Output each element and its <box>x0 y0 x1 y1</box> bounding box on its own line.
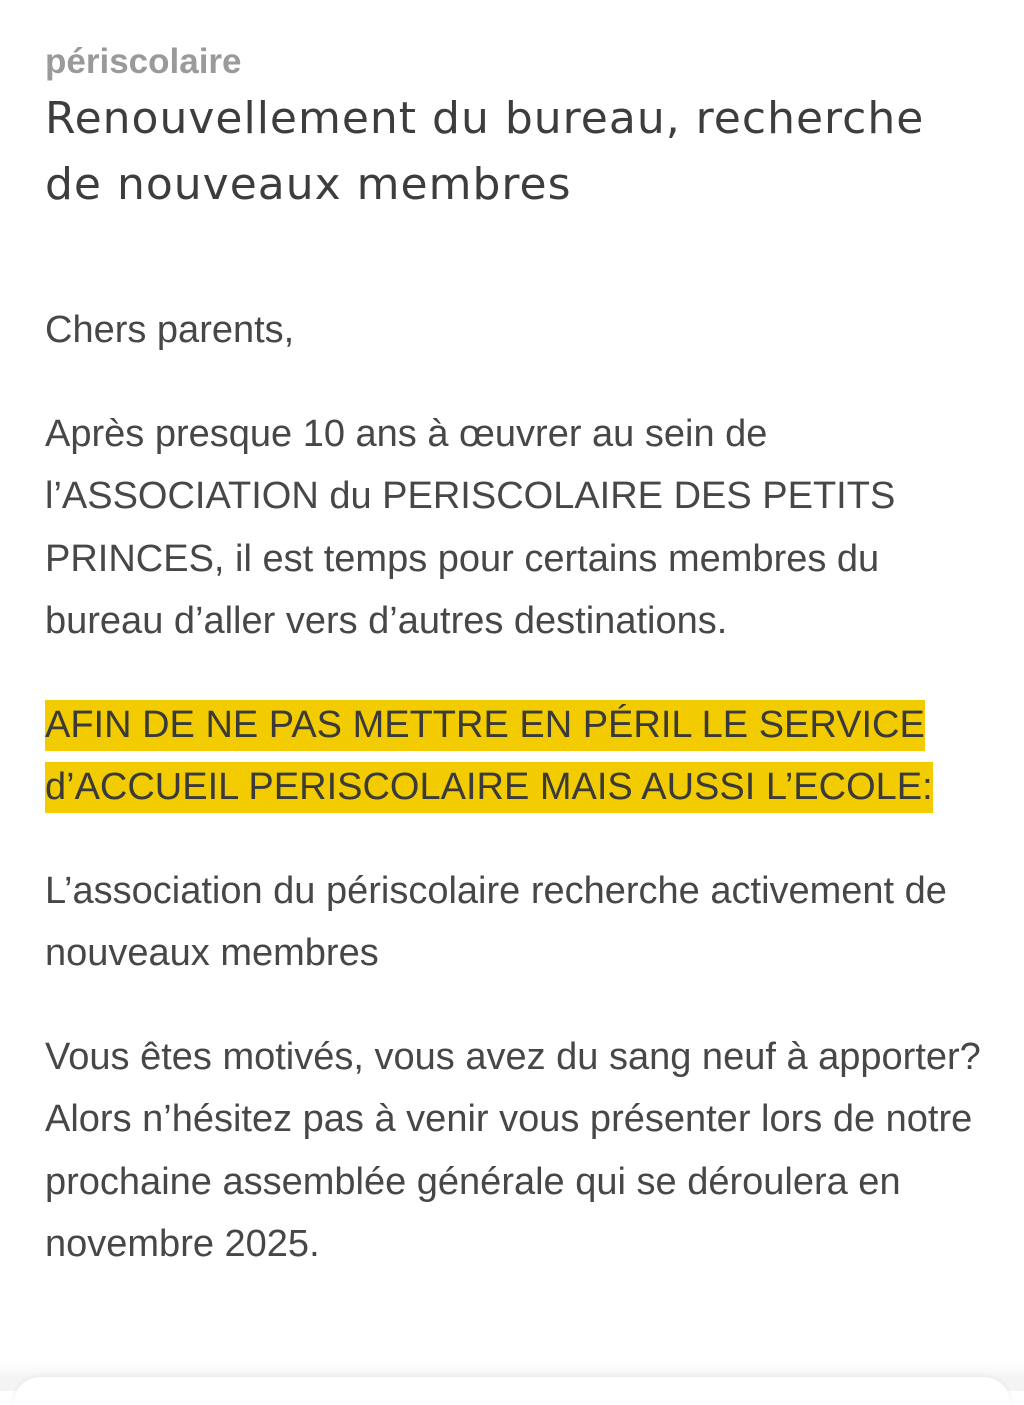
highlight-paragraph <box>45 694 985 819</box>
call-to-action-paragraph: Vous êtes motivés, vous avez du sang neuf à apporter? Alors n’hésitez pas à venir vous présenter lors de notre prochaine assemblée générale qui se déroulera en novembre 2025. <box>45 1035 981 1265</box>
article-title: Renouvellement du bureau, recherche de nouveaux membres <box>45 93 925 210</box>
category-link[interactable]: périscolaire <box>45 42 242 81</box>
bottom-sheet-edge <box>14 1377 1010 1405</box>
search-paragraph: L’association du périscolaire recherche activement de nouveaux membres <box>45 869 947 974</box>
article-body <box>45 299 995 1276</box>
article <box>45 40 995 1317</box>
intro-paragraph: Après presque 10 ans à œuvrer au sein de l’ASSOCIATION du PERISCOLAIRE DES PETITS PRINCES, il est temps pour certains membres du bureau d’aller vers d’autres destinations. <box>45 412 896 642</box>
greeting-paragraph: Chers parents, <box>45 309 295 351</box>
highlighted-text: AFIN DE NE PAS METTRE EN PÉRIL LE SERVICE d’ACCUEIL PERISCOLAIRE MAIS AUSSI L’ECOLE: <box>45 700 933 814</box>
